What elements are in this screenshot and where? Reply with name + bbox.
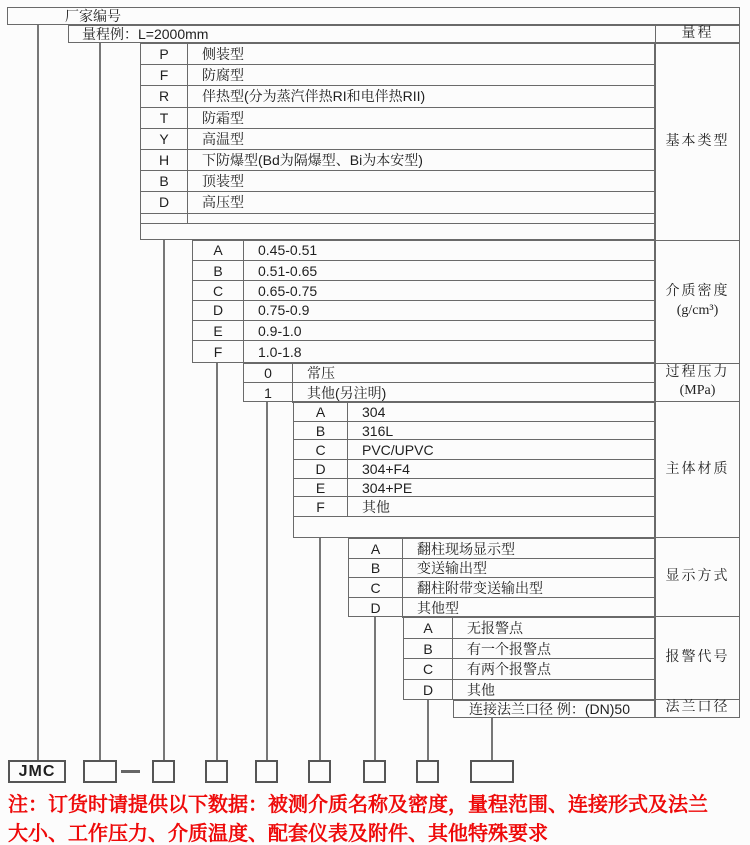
code-cell: P [141,44,188,64]
code-cell: E [193,321,244,341]
connector-line-display [374,617,376,760]
code-cell: D [193,301,244,320]
table-row [404,618,654,639]
table-row [349,559,654,578]
table-row [141,86,654,108]
code-box-pressure [255,760,278,783]
desc-cell: 304+PE [362,479,413,496]
code-cell: D [141,192,188,213]
table-row [141,150,654,172]
table-row [349,578,654,598]
ordering-note [8,791,748,845]
code-cell: B [294,422,348,440]
desc-cell: 0.9-1.0 [258,322,302,339]
label-body-material: 主体材质 [656,402,739,538]
code-cell: D [349,598,403,618]
table-row [244,383,654,403]
code-cell: C [349,578,403,597]
model-prefix-box: JMC [8,760,66,783]
desc-cell: 0.45-0.51 [258,242,318,259]
code-cell: D [294,460,348,478]
code-cell: A [349,539,403,558]
label-flange-size: 法兰口径 [665,700,730,716]
code-cell: R [141,86,188,107]
desc-cell: 高压型 [202,194,244,211]
code-box-display [363,760,386,783]
label-medium-density-unit: (g/cm³) [676,302,719,318]
table-row [349,598,654,618]
range-example-row [68,25,740,43]
table-row [294,479,654,498]
code-cell: A [404,618,453,638]
table-row [294,497,654,517]
table-row [141,192,654,214]
desc-cell: 伴热型(分为蒸汽伴热RI和电伴热RII) [202,88,426,105]
code-cell: Y [141,129,188,149]
label-alarm-code: 报警代号 [656,617,739,700]
code-box-basic [152,760,175,783]
desc-cell: 316L [362,422,394,439]
desc-cell: 其他 [467,682,495,698]
code-cell: F [294,497,348,516]
code-cell: C [294,440,348,459]
code-cell: A [294,403,348,421]
table-row [294,460,654,479]
factory-number-label: 厂家编号 [65,8,121,24]
table-row [404,659,654,680]
desc-cell [141,224,654,239]
desc-cell: 1.0-1.8 [258,343,302,360]
label-process-pressure [656,364,739,403]
desc-cell: 常压 [307,365,335,381]
desc-cell: 0.65-0.75 [258,282,318,299]
table-row-empty [141,214,654,225]
desc-cell [294,517,654,537]
desc-cell: 侧装型 [202,46,244,62]
desc-cell: 防霜型 [202,109,244,126]
code-cell [141,214,188,224]
range-example-text: 量程例：L=2000mm [82,26,209,42]
connector-line-range [99,43,101,760]
body-material-table [293,402,655,538]
factory-number-box [7,7,740,25]
connector-line-density [216,363,218,760]
desc-cell: 翻柱附带变送输出型 [417,579,543,596]
table-row-empty [141,224,654,239]
code-cell: T [141,108,188,128]
desc-cell [188,214,654,224]
code-cell: E [294,479,348,497]
table-row [244,364,654,383]
desc-cell: 0.75-0.9 [258,302,310,319]
table-row [141,171,654,192]
connector-line-flange [491,718,493,760]
desc-cell: 有两个报警点 [467,661,551,677]
table-row [294,440,654,460]
code-cell: 0 [244,364,293,382]
desc-cell: 0.51-0.65 [258,262,318,279]
ordering-note-line1: 注：订货时请提供以下数据：被测介质名称及密度，量程范围、连接形式及法兰 [8,794,708,816]
desc-cell: 变送输出型 [417,560,487,576]
table-row [193,341,654,362]
code-cell: B [193,261,244,281]
table-row [294,403,654,422]
medium-density-table [192,240,655,363]
code-cell: C [404,659,453,679]
display-mode-table [348,538,655,617]
table-row [294,422,654,441]
desc-cell: 顶装型 [202,173,244,190]
connector-line-alarm [427,700,429,760]
desc-cell: 有一个报警点 [467,640,551,657]
table-row [404,680,654,700]
connector-line-pressure [266,402,268,760]
code-cell: B [349,559,403,577]
desc-cell: 其他(另注明) [307,385,387,401]
code-cell: F [141,65,188,85]
table-row [141,129,654,150]
table-row [193,241,654,261]
connector-line-material [319,538,321,760]
code-cell: H [141,150,188,171]
flange-size-row [453,700,655,718]
alarm-code-table [403,617,655,700]
code-cell: C [193,281,244,300]
table-row [193,261,654,282]
desc-cell: 其他型 [417,600,459,616]
desc-cell: 无报警点 [467,620,523,636]
code-cell: A [193,241,244,260]
code-cell: F [193,341,244,362]
desc-cell: 304 [362,403,386,420]
code-box-flange [470,760,514,783]
code-cell: B [404,639,453,658]
table-row [193,301,654,321]
category-label-column [655,25,740,718]
desc-cell: 其他 [362,498,390,515]
ordering-note-line2: 大小、工作压力、介质温度、配套仪表及附件、其他特殊要求 [8,823,548,845]
table-row [141,108,654,129]
basic-type-table [140,43,655,240]
code-box-factory [83,760,117,783]
desc-cell: 下防爆型(Bd为隔爆型、Bi为本安型) [202,151,423,168]
flange-size-text: 连接法兰口径 例：(DN)50 [469,701,631,717]
label-display-mode: 显示方式 [656,538,739,617]
dash-separator [121,770,140,773]
table-row [141,65,654,86]
desc-cell: 304+F4 [362,460,410,477]
label-range: 量程 [656,26,739,44]
label-medium-density [656,241,739,364]
table-row [193,281,654,301]
table-row [349,539,654,559]
table-row-empty [294,517,654,537]
process-pressure-table [243,363,655,402]
label-process-pressure-unit: (MPa) [679,383,716,399]
desc-cell: 防腐型 [202,67,244,83]
connector-line-basic [163,240,165,760]
label-basic-type: 基本类型 [656,44,739,241]
code-box-material [308,760,331,783]
code-box-density [205,760,228,783]
desc-cell: 翻柱现场显示型 [417,540,515,557]
label-process-pressure-text: 过程压力 [665,365,730,381]
desc-cell: 高温型 [202,130,244,147]
code-cell: 1 [244,383,293,403]
table-row [404,639,654,659]
connector-line-factory [37,25,39,760]
label-medium-density-text: 介质密度 [665,284,730,300]
table-row [141,44,654,65]
code-cell: D [404,680,453,700]
code-box-alarm [416,760,439,783]
desc-cell: PVC/UPVC [362,441,434,458]
table-row [193,321,654,342]
code-cell: B [141,171,188,191]
